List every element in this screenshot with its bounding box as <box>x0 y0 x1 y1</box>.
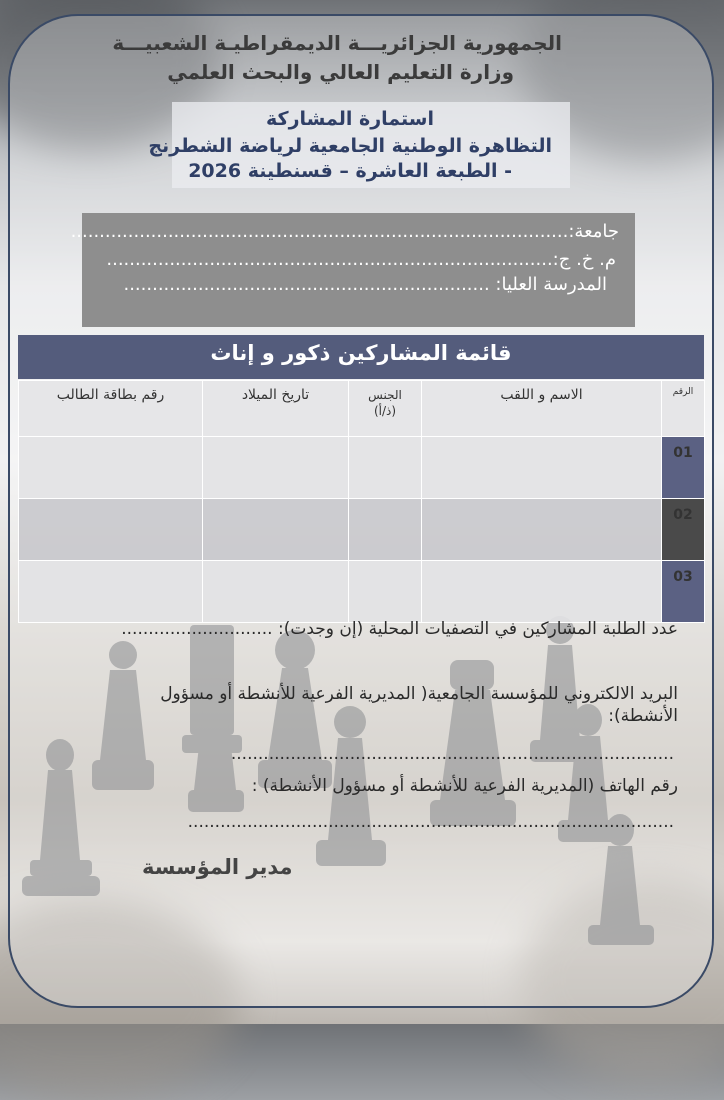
header-number: الرقم <box>662 381 705 437</box>
name-cell[interactable] <box>422 561 662 623</box>
phone-label: رقم الهاتف (المديرية الفرعية للأنشطة أو مسؤول الأنشطة) : <box>251 776 678 796</box>
header-birthdate: تاريخ الميلاد <box>203 381 349 437</box>
header-name: الاسم و اللقب <box>422 381 662 437</box>
student-card-cell[interactable] <box>19 561 203 623</box>
name-cell[interactable] <box>422 437 662 499</box>
higher-school-field[interactable]: المدرسة العليا: ................................................................ <box>123 274 607 295</box>
birthdate-cell[interactable] <box>203 499 349 561</box>
gender-cell[interactable] <box>349 437 422 499</box>
residence-field[interactable]: م. خ. ج:.............................................................................. <box>106 249 616 270</box>
row-number: 03 <box>662 561 705 623</box>
email-label-continued: الأنشطة): <box>608 706 678 726</box>
email-label: البريد الالكتروني للمؤسسة الجامعية( المديرية الفرعية للأنشطة أو مسؤول <box>160 684 678 704</box>
birthdate-cell[interactable] <box>203 561 349 623</box>
ministry-header: وزارة التعليم العالي والبحث العلمي <box>167 60 514 84</box>
event-title: التظاهرة الوطنية الجامعية لرياضة الشطرنج <box>148 135 552 157</box>
header-gender <box>349 381 422 437</box>
university-field[interactable]: جامعة:....................................................................................... <box>70 221 619 242</box>
participants-table-title: قائمة المشاركين ذكور و إناث <box>210 341 512 365</box>
table-row <box>19 561 705 623</box>
republic-header: الجمهورية الجزائريـــة الديمقراطيـة الشعبيـــة <box>112 31 562 55</box>
row-number: 02 <box>662 499 705 561</box>
edition-title: - الطبعة العاشرة – قسنطينة 2026 <box>188 160 512 182</box>
form-title: استمارة المشاركة <box>266 108 434 130</box>
gender-cell[interactable] <box>349 561 422 623</box>
header-gender-code: (ذ/أ) <box>373 404 397 418</box>
table-row <box>19 499 705 561</box>
table-header-row <box>19 381 705 437</box>
header-student-card: رقم بطاقة الطالب <box>19 381 203 437</box>
student-card-cell[interactable] <box>19 437 203 499</box>
gender-cell[interactable] <box>349 499 422 561</box>
table-row <box>19 437 705 499</box>
row-number: 01 <box>662 437 705 499</box>
participants-table <box>18 380 705 623</box>
birthdate-cell[interactable] <box>203 437 349 499</box>
phone-field[interactable]: .......................................................................................... <box>187 812 674 832</box>
email-field[interactable]: .................................................................................. <box>230 744 674 764</box>
name-cell[interactable] <box>422 499 662 561</box>
director-signature-label: مدير المؤسسة <box>142 855 293 879</box>
header-gender-label: الجنس <box>368 388 402 402</box>
student-card-cell[interactable] <box>19 499 203 561</box>
local-qualifiers-field[interactable]: عدد الطلبة المشاركين في التصفيات المحلية (إن وجدت): ............................ <box>121 619 678 639</box>
